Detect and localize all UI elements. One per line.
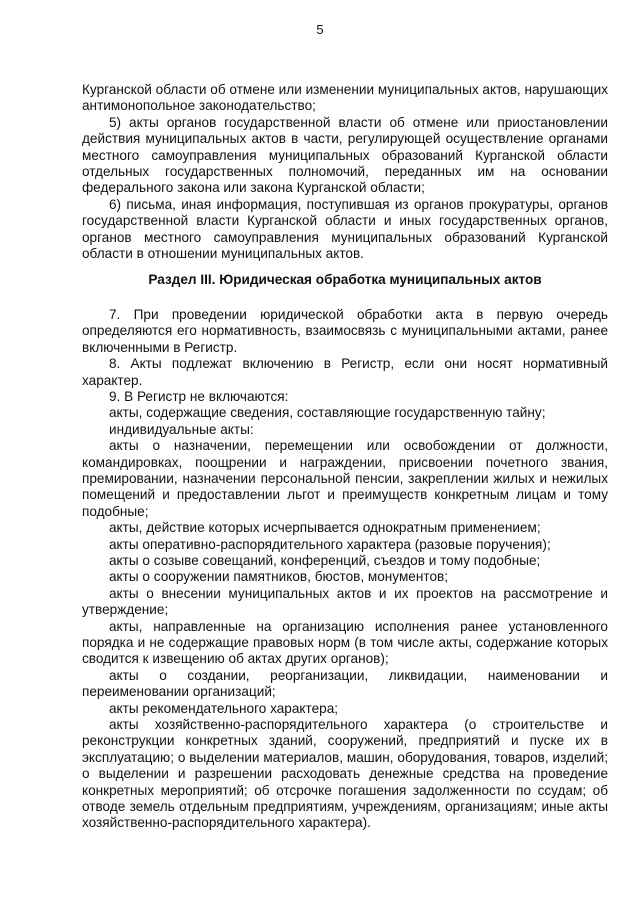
page-number: 5	[316, 22, 324, 37]
section-heading: Раздел III. Юридическая обработка муниципальных актов	[148, 272, 542, 288]
paragraph-9: 9. В Регистр не включаются:	[109, 388, 289, 404]
list-item-organization-acts: акты о создании, реорганизации, ликвидации, наименовании и переименовании организаций;	[82, 667, 608, 700]
list-item-one-time-acts: акты, действие которых исчерпывается однократным применением;	[109, 520, 541, 536]
list-item-submission-acts: акты о внесении муниципальных актов и их проектов на рассмотрение и утверждение;	[82, 585, 608, 618]
paragraph-continuation: Курганской области об отмене или изменении муниципальных актов, нарушающих антимонопольное законодательство;	[82, 82, 608, 114]
list-item-meeting-acts: акты о созыве совещаний, конференций, съездов и тому подобные;	[109, 552, 541, 568]
paragraph-7: 7. При проведении юридической обработки акта в первую очередь определяются его нормативность, взаимосвязь с муниципальными актами, ранее включенными в Регистр.	[82, 306, 608, 355]
list-item-operational-acts: акты оперативно-распорядительного характера (разовые поручения);	[109, 536, 551, 552]
list-item-state-secret: акты, содержащие сведения, составляющие государственную тайну;	[109, 405, 546, 421]
paragraph-item-6: 6) письма, иная информация, поступившая из органов прокуратуры, органов государственной власти Курганской области и иных государственных органов, органов местного самоуправления муниципальных образований Курганской области в отношении муниципальных актов.	[82, 196, 608, 262]
list-item-economic-acts: акты хозяйственно-распорядительного характера (о строительстве и реконструкции конкретных зданий, сооружений, предприятий и пуске их в эксплуатацию; о выделении материалов, машин, оборудования, товаров, изделий; о выделении и разрешении расходовать денежные средства на проведение конкретных мероприятий; об отсрочке погашения задолженности по ссудам; об отводе земель отдельным предприятиям, учреждениям, организациям; иные акты хозяйственно-распорядительного характера).	[82, 717, 608, 831]
paragraph-8: 8. Акты подлежат включению в Регистр, если они носят нормативный характер.	[82, 356, 608, 388]
list-item-monument-acts: акты о сооружении памятников, бюстов, монументов;	[109, 569, 449, 585]
paragraph-item-5: 5) акты органов государственной власти об отмене или приостановлении действия муниципальных актов в части, регулирующей осуществление органами местного самоуправления муниципальных образований Курганской области отдельных государственных полномочий, переданных им на основании федерального закона или закона Курганской области;	[82, 114, 608, 196]
list-item-recommendation-acts: акты рекомендательного характера;	[109, 700, 339, 716]
list-item-individual-acts: индивидуальные акты:	[109, 421, 254, 437]
document-body	[82, 82, 608, 832]
list-item-execution-acts: акты, направленные на организацию исполнения ранее установленного порядка и не содержащие правовых норм (в том числе акты, содержание которых сводится к извещению об актах других органов);	[82, 618, 608, 667]
list-item-appointment-acts: акты о назначении, перемещении или освобождении от должности, командировках, поощрении и награждении, присвоении почетного звания, премировании, назначении персональной пенсии, закреплении жилых и нежилых помещений и предоставлении льгот и преимуществ конкретным лицам и тому подобные;	[82, 438, 608, 519]
